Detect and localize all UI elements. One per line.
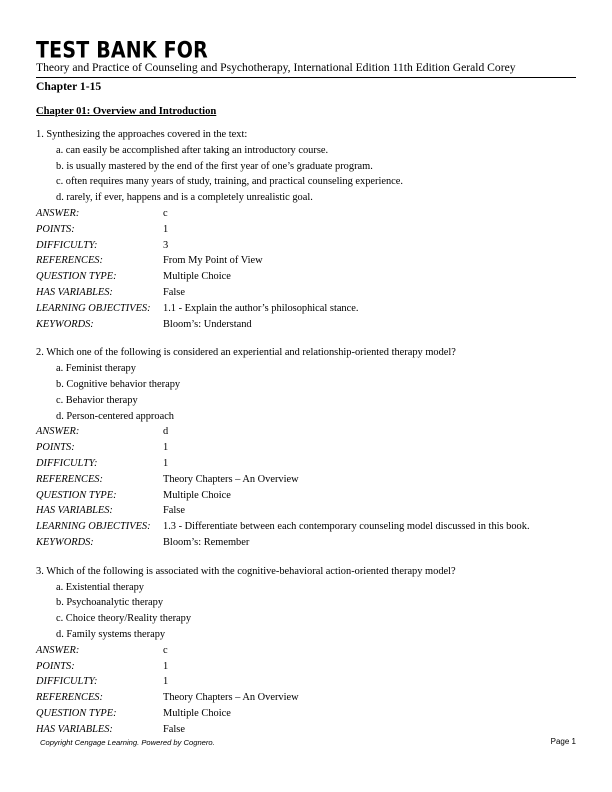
question-type-value: Multiple Choice (163, 271, 231, 283)
footer-page-number: Page 1 (550, 737, 576, 746)
question-1 (36, 127, 576, 332)
footer-copyright: Copyright Cengage Learning. Powered by Cognero. (40, 738, 215, 747)
choice-d: d. rarely, if ever, happens and is a completely unrealistic goal. (56, 192, 313, 204)
answer-value: c (163, 644, 168, 656)
references-row (36, 690, 576, 706)
has-variables-value: False (163, 723, 185, 735)
answer-row (36, 206, 576, 222)
keywords-row (36, 317, 576, 333)
question-2 (36, 345, 576, 550)
answer-label: ANSWER: (36, 426, 80, 438)
question-type-row (36, 269, 576, 285)
question-type-value: Multiple Choice (163, 707, 231, 719)
question-type-label: QUESTION TYPE: (36, 707, 117, 719)
learning-objectives-value: 1.1 - Explain the author’s philosophical stance. (163, 302, 359, 314)
has-variables-label: HAS VARIABLES: (36, 286, 113, 298)
answer-row (36, 424, 576, 440)
question-3 (36, 564, 576, 738)
difficulty-value: 1 (163, 457, 169, 469)
difficulty-label: DIFFICULTY: (36, 239, 98, 251)
questions-list (36, 127, 576, 737)
answer-row (36, 643, 576, 659)
learning-objectives-label: LEARNING OBJECTIVES: (36, 302, 151, 314)
chapter-title: Chapter 01: Overview and Introduction (36, 106, 217, 117)
learning-objectives-label: LEARNING OBJECTIVES: (36, 521, 151, 533)
answer-label: ANSWER: (36, 207, 80, 219)
difficulty-value: 3 (163, 239, 169, 251)
keywords-value: Bloom’s: Remember (163, 536, 250, 548)
has-variables-row (36, 503, 576, 519)
points-row (36, 659, 576, 675)
keywords-value: Bloom’s: Understand (163, 318, 252, 330)
difficulty-label: DIFFICULTY: (36, 457, 98, 469)
references-value: Theory Chapters – An Overview (163, 692, 299, 704)
references-value: From My Point of View (163, 255, 263, 267)
has-variables-row (36, 285, 576, 301)
question-type-label: QUESTION TYPE: (36, 271, 117, 283)
difficulty-row (36, 674, 576, 690)
answer-value: c (163, 207, 168, 219)
references-row (36, 472, 576, 488)
test-bank-stamp: TEST BANK FOR (36, 37, 208, 63)
difficulty-row (36, 456, 576, 472)
choice-d: d. Person-centered approach (56, 410, 174, 422)
question-type-value: Multiple Choice (163, 489, 231, 501)
learning-objectives-row (36, 519, 576, 535)
choice-a: a. can easily be accomplished after taking an introductory course. (56, 144, 329, 156)
choice-b: b. Psychoanalytic therapy (56, 597, 164, 609)
question-stem: 2. Which one of the following is considered an experiential and relationship-oriented therapy model? (36, 347, 456, 359)
points-label: POINTS: (36, 660, 75, 672)
points-value: 1 (163, 442, 169, 454)
choice-c: c. often requires many years of study, training, and practical counseling experience. (56, 176, 403, 188)
choice-c: c. Choice theory/Reality therapy (56, 613, 192, 625)
choice-d: d. Family systems therapy (56, 628, 166, 640)
points-row (36, 440, 576, 456)
choice-c: c. Behavior therapy (56, 394, 138, 406)
points-label: POINTS: (36, 223, 75, 235)
question-stem: 1. Synthesizing the approaches covered in the text: (36, 129, 248, 140)
has-variables-label: HAS VARIABLES: (36, 723, 113, 735)
keywords-label: KEYWORDS: (36, 536, 94, 548)
points-value: 1 (163, 223, 169, 235)
points-label: POINTS: (36, 442, 75, 454)
references-value: Theory Chapters – An Overview (163, 473, 299, 485)
header-divider (36, 77, 576, 78)
answer-label: ANSWER: (36, 644, 80, 656)
has-variables-value: False (163, 505, 185, 517)
choice-b: b. is usually mastered by the end of the first year of one’s graduate program. (56, 160, 373, 172)
references-label: REFERENCES: (36, 473, 103, 485)
points-row (36, 222, 576, 238)
question-stem: 3. Which of the following is associated with the cognitive-behavioral action-oriented therapy model? (36, 565, 456, 577)
learning-objectives-value: 1.3 - Differentiate between each contemporary counseling model discussed in this book. (163, 521, 530, 533)
difficulty-row (36, 238, 576, 254)
has-variables-row (36, 722, 576, 738)
keywords-row (36, 535, 576, 551)
keywords-label: KEYWORDS: (36, 318, 94, 330)
choice-b: b. Cognitive behavior therapy (56, 378, 181, 390)
points-value: 1 (163, 660, 169, 672)
difficulty-label: DIFFICULTY: (36, 676, 98, 688)
answer-value: d (163, 426, 169, 438)
chapter-range: Chapter 1-15 (36, 80, 102, 93)
question-type-row (36, 488, 576, 504)
references-label: REFERENCES: (36, 692, 103, 704)
question-type-row (36, 706, 576, 722)
book-subtitle: Theory and Practice of Counseling and Psychotherapy, International Edition 11th Edition Gerald Corey (36, 61, 516, 74)
question-type-label: QUESTION TYPE: (36, 489, 117, 501)
difficulty-value: 1 (163, 676, 169, 688)
choice-a: a. Existential therapy (56, 581, 145, 593)
choice-a: a. Feminist therapy (56, 363, 136, 375)
references-label: REFERENCES: (36, 255, 103, 267)
has-variables-label: HAS VARIABLES: (36, 505, 113, 517)
learning-objectives-row (36, 301, 576, 317)
references-row (36, 253, 576, 269)
has-variables-value: False (163, 286, 185, 298)
